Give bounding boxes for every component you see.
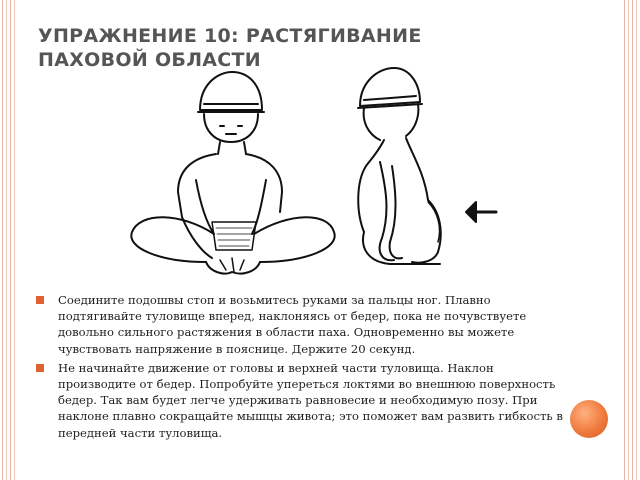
front-view-figure (131, 72, 334, 274)
bullet-list (36, 292, 566, 444)
arrow-left-icon (466, 202, 496, 222)
left-edge-decoration (2, 0, 16, 480)
right-edge-decoration (624, 0, 638, 480)
slide-title-line-1: УПРАЖНЕНИЕ 10: РАСТЯГИВАНИЕ (38, 25, 422, 47)
list-item (36, 292, 566, 357)
bullet-text-2: Не начинайте движение от головы и верхней части туловища. Наклон производите от бедер. Попробуйте упереться локтями во внешнюю поверхность бедер. Так вам будет легче удерживать равновесие и необходимую позу. При наклоне плавно сокращайте мышцы живота; это поможет вам развить гибкость в передней части туловища. (58, 360, 563, 440)
orange-circle-decoration (570, 400, 608, 438)
bullet-marker-icon (36, 296, 44, 304)
bullet-marker-icon (36, 364, 44, 372)
exercise-illustration (120, 62, 540, 282)
bullet-text-1: Соедините подошвы стоп и возьмитесь руками за пальцы ног. Плавно подтягивайте туловище вперед, наклоняясь от бедер, пока не почувствуете довольно сильного растяжения в области паха. Одновременно вы можете чувствовать напряжение в пояснице. Держите 20 секунд. (58, 293, 527, 356)
side-view-figure (358, 68, 496, 264)
list-item (36, 360, 566, 441)
slide-title-line-2: ПАХОВОЙ ОБЛАСТИ (38, 49, 261, 71)
